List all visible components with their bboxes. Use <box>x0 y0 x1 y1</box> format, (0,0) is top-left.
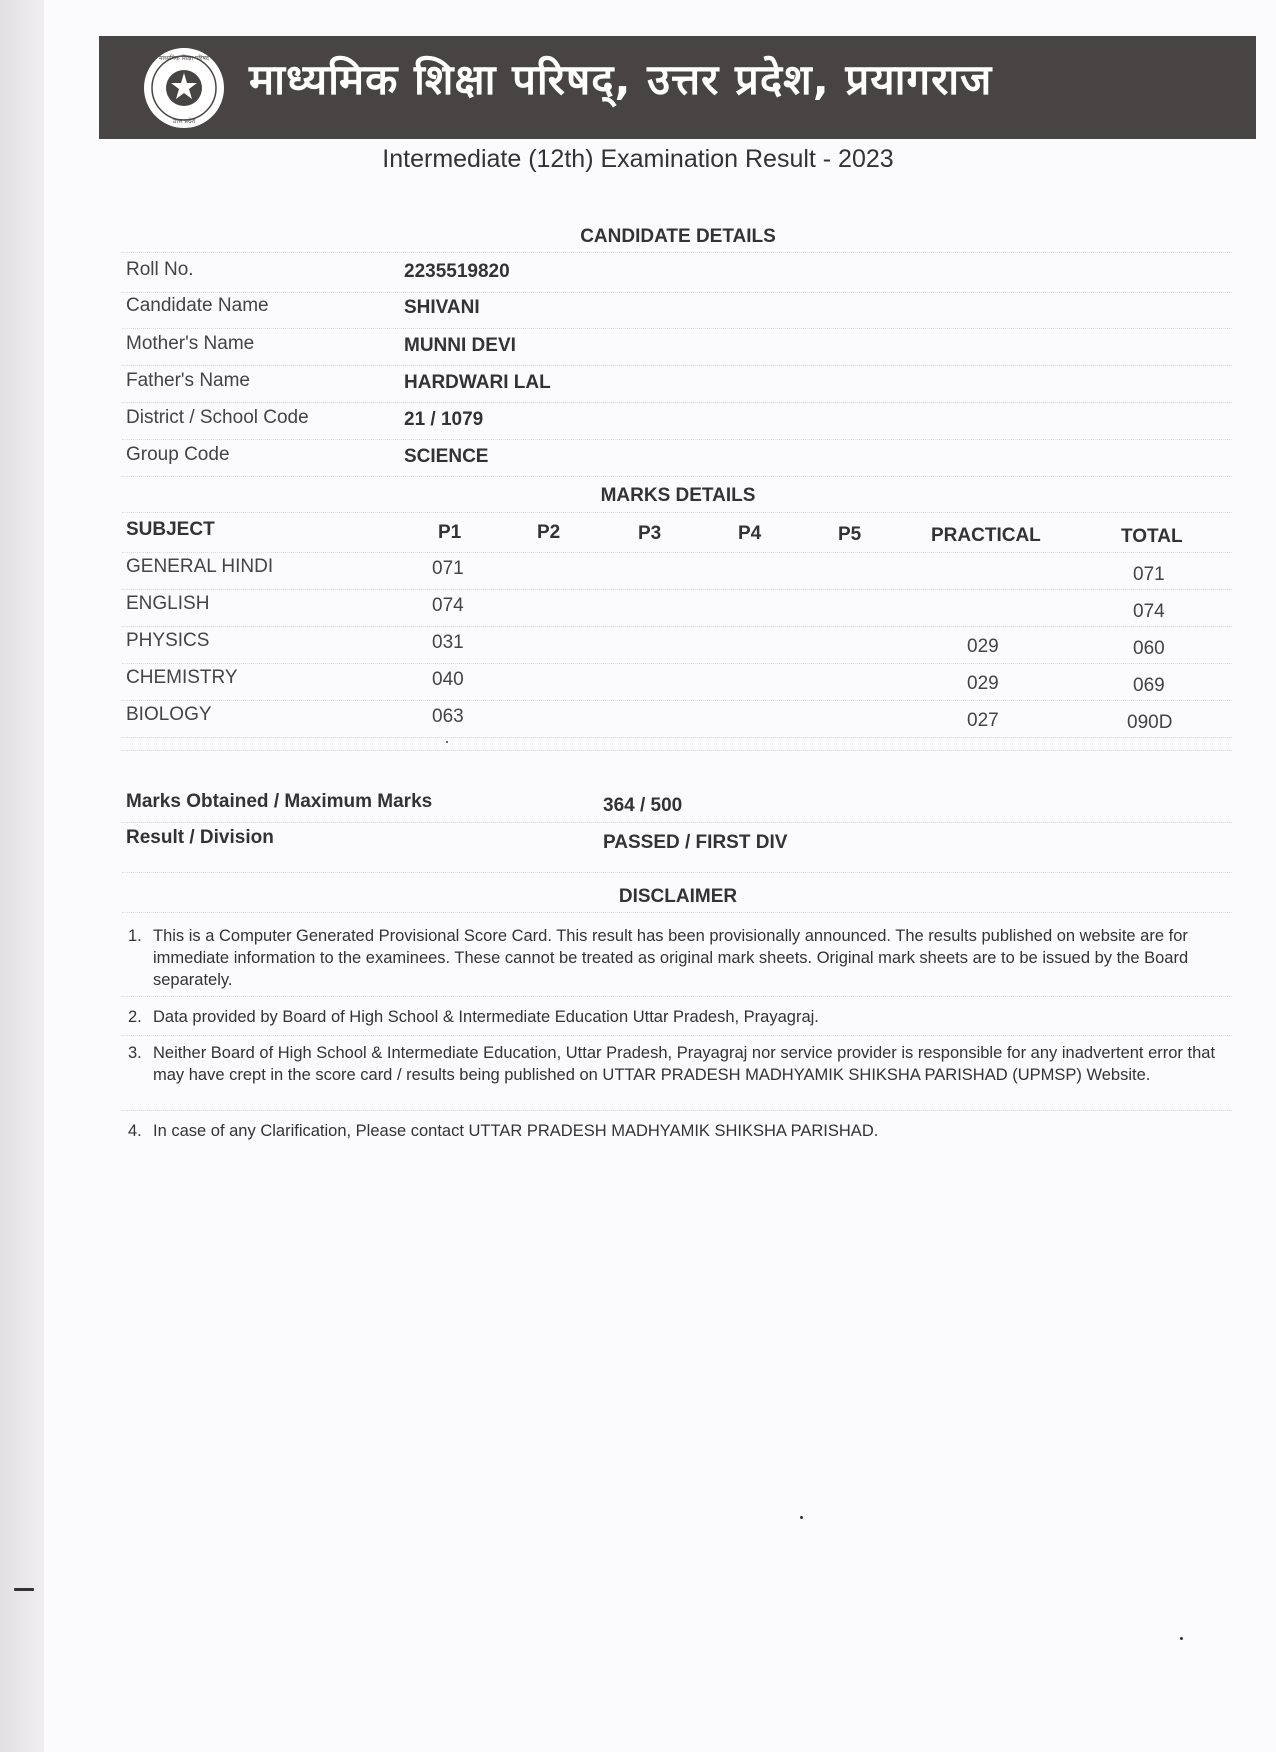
divider <box>122 328 1232 329</box>
divider <box>122 663 1232 664</box>
list-item <box>128 1042 1228 1086</box>
column-header-p3: P3 <box>638 523 662 544</box>
divider <box>122 552 1232 553</box>
father-name-value: HARDWARI LAL <box>404 372 551 393</box>
list-item-text: Neither Board of High School & Intermediate Education, Uttar Pradesh, Prayagraj nor service provider is responsible for any inadvertent error that may have crept in the score card / results being published on UTTAR PRADESH MADHYAMIK SHIKSHA PARISHAD (UPMSP) Website. <box>153 1044 1216 1084</box>
scan-edge <box>0 0 44 1752</box>
column-header-p1: P1 <box>438 522 462 543</box>
total-cell: 069 <box>1133 675 1165 696</box>
list-item <box>128 1120 1228 1142</box>
divider <box>122 822 1232 823</box>
column-header-total: TOTAL <box>1121 526 1183 547</box>
divider <box>122 1035 1232 1036</box>
divider <box>122 626 1232 627</box>
paper-sheet <box>44 0 1276 1752</box>
marks-obtained-value: 364 / 500 <box>603 795 683 816</box>
list-item-number: 4. <box>128 1122 142 1140</box>
emblem-text-bottom: उत्तर प्रदेश <box>172 118 196 125</box>
divider <box>122 872 1232 873</box>
p1-cell: 040 <box>432 669 464 690</box>
candidate-label: Group Code <box>126 444 230 465</box>
divider <box>122 737 1232 738</box>
column-header-p2: P2 <box>537 522 561 543</box>
subject-cell: PHYSICS <box>126 630 210 651</box>
candidate-label: Roll No. <box>126 259 194 280</box>
practical-cell: 027 <box>967 710 999 731</box>
board-emblem-icon <box>141 45 227 131</box>
p1-cell: 071 <box>432 558 464 579</box>
subject-cell: BIOLOGY <box>126 704 212 725</box>
practical-cell: 029 <box>967 636 999 657</box>
p1-cell: 031 <box>432 632 464 653</box>
divider <box>122 1110 1232 1111</box>
divider <box>122 512 1232 513</box>
p1-cell: 074 <box>432 595 464 616</box>
roll-number-value: 2235519820 <box>404 261 510 282</box>
divider <box>122 996 1232 997</box>
candidate-name-value: SHIVANI <box>404 297 480 318</box>
list-item-text: This is a Computer Generated Provisional Score Card. This result has been provisionally announced. The results published on website are for immediate information to the examinees. These cannot be treated as original mark sheets. Original mark sheets are to be issued by the Board separately. <box>153 927 1189 989</box>
divider <box>122 912 1232 913</box>
divider <box>122 292 1232 293</box>
subject-cell: ENGLISH <box>126 593 210 614</box>
scan-speck <box>1180 1637 1183 1640</box>
board-header <box>99 36 1256 139</box>
divider <box>122 700 1232 701</box>
candidate-label: Candidate Name <box>126 295 269 316</box>
divider <box>122 365 1232 366</box>
column-header-subject: SUBJECT <box>126 519 215 540</box>
total-cell: 074 <box>1133 601 1165 622</box>
divider <box>122 476 1232 477</box>
candidate-section-title: CANDIDATE DETAILS <box>580 226 776 247</box>
column-header-p5: P5 <box>838 524 862 545</box>
subject-cell: GENERAL HINDI <box>126 556 274 577</box>
divider <box>122 402 1232 403</box>
divider <box>122 750 1232 751</box>
column-header-p4: P4 <box>738 523 762 544</box>
total-cell: 071 <box>1133 564 1165 585</box>
column-header-practical: PRACTICAL <box>931 525 1041 546</box>
list-item-text: Data provided by Board of High School & Intermediate Education Uttar Pradesh, Prayagraj. <box>153 1008 819 1026</box>
mother-name-value: MUNNI DEVI <box>404 335 516 356</box>
disclaimer-title: DISCLAIMER <box>618 886 738 907</box>
page-subtitle: Intermediate (12th) Examination Result - 2023 <box>382 145 894 173</box>
candidate-label: District / School Code <box>126 407 309 428</box>
scan-speck <box>446 741 448 743</box>
list-item-number: 1. <box>128 927 142 945</box>
p1-cell: 063 <box>432 706 464 727</box>
emblem-text-top: माध्यमिक शिक्षा परिषद <box>158 55 210 62</box>
list-item <box>128 1006 1228 1028</box>
marks-obtained-label: Marks Obtained / Maximum Marks <box>126 791 433 812</box>
list-item-text: In case of any Clarification, Please contact UTTAR PRADESH MADHYAMIK SHIKSHA PARISHAD. <box>153 1122 879 1140</box>
total-cell: 060 <box>1133 638 1165 659</box>
group-code-value: SCIENCE <box>404 446 489 467</box>
candidate-label: Father's Name <box>126 370 251 391</box>
result-division-value: PASSED / FIRST DIV <box>603 832 788 853</box>
subject-cell: CHEMISTRY <box>126 667 238 688</box>
scan-speck <box>800 1516 803 1519</box>
divider <box>122 439 1232 440</box>
board-title: माध्यमिक शिक्षा परिषद्, उत्तर प्रदेश, प्रयागराज <box>249 55 993 104</box>
list-item <box>128 925 1228 991</box>
candidate-label: Mother's Name <box>126 333 255 354</box>
divider <box>122 252 1232 253</box>
result-division-label: Result / Division <box>126 827 274 848</box>
divider <box>122 589 1232 590</box>
practical-cell: 029 <box>967 673 999 694</box>
scan-speck <box>14 1588 34 1591</box>
list-item-number: 2. <box>128 1008 142 1026</box>
district-school-code-value: 21 / 1079 <box>404 409 484 430</box>
list-item-number: 3. <box>128 1044 142 1062</box>
total-cell: 090D <box>1127 712 1173 733</box>
marks-section-title: MARKS DETAILS <box>600 485 756 506</box>
